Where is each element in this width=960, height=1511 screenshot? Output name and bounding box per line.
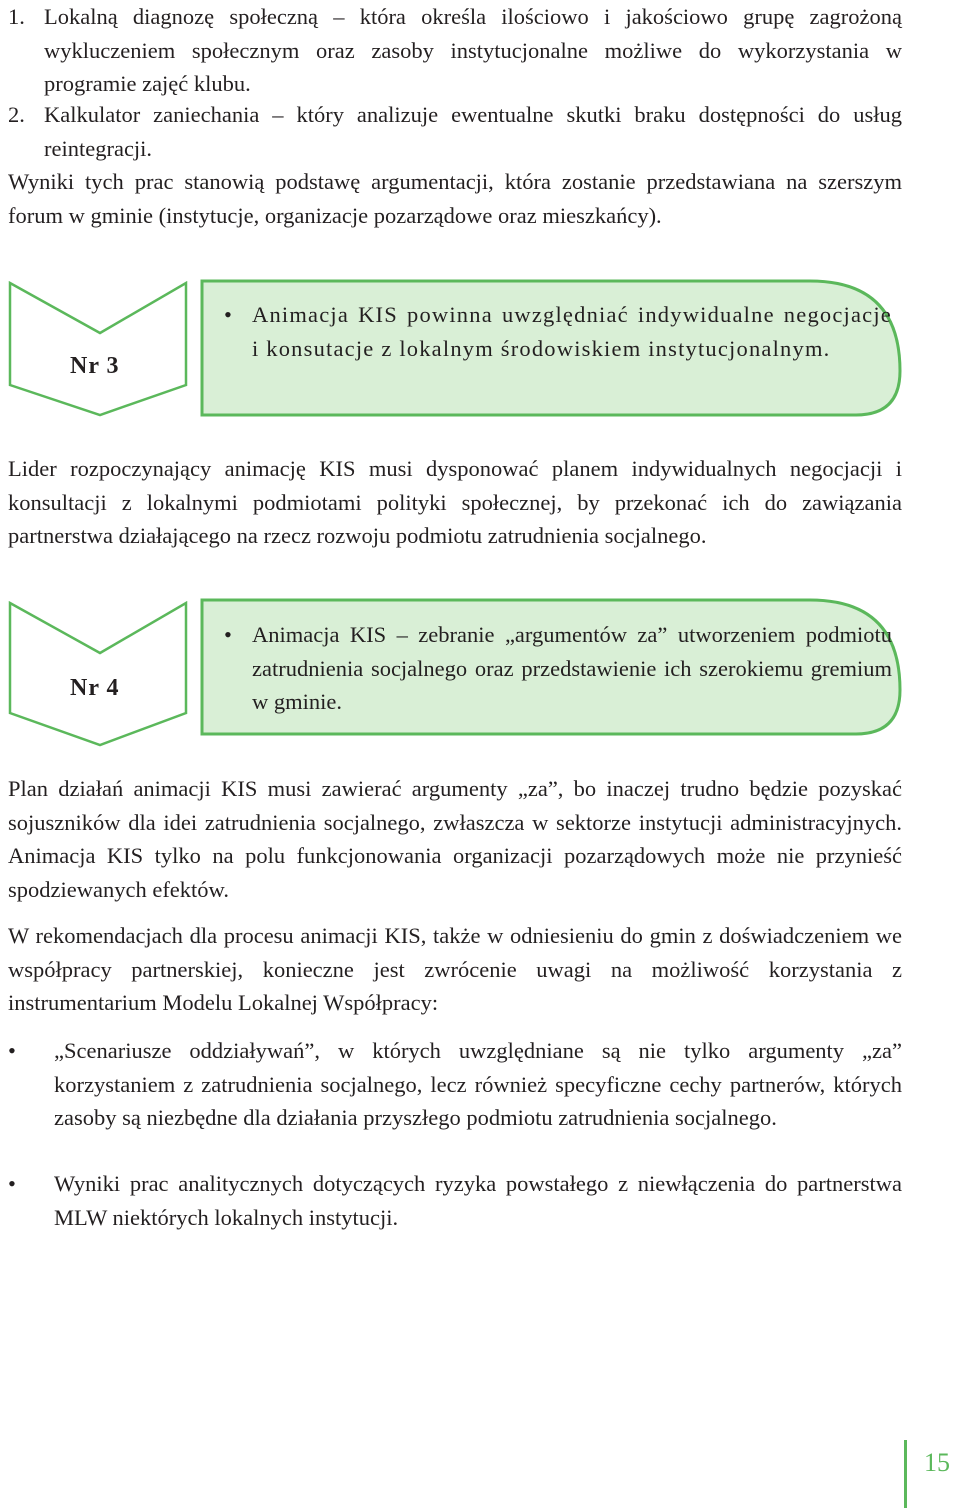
box-number-label: Nr 4 — [70, 675, 120, 701]
page-number-rule — [904, 1440, 907, 1508]
list-number: 2. — [8, 102, 25, 127]
list-item-text: Lokalną diagnozę społeczną – która określa ilościowo i jakościowo grupę zagrożoną wykluczeniem społecznym oraz zasoby instytucjonalne możliwe do wykorzystania w programie zajęć klubu. — [44, 4, 902, 96]
bullet-icon: • — [8, 1038, 16, 1063]
page-number: 15 — [924, 1448, 950, 1477]
callout-text-nr4: Animacja KIS – zebranie „argumentów za” utworzeniem podmiotu zatrudnienia socjalnego oraz przedstawienie ich szerokiemu gremium w gminie. — [252, 622, 892, 714]
bullet-icon: • — [224, 302, 232, 327]
list-item — [8, 0, 902, 101]
paragraph-plan: Plan działań animacji KIS musi zawierać argumenty „za”, bo inaczej trudno będzie pozyskać sojuszników dla idei zatrudnienia socjalnego, zwłaszcza w sektorze instytucji administracyjnych. Animacja KIS tylko na polu funkcjonowania organizacji pozarządowych może nie przynieść spodziewanych efektów. — [8, 776, 902, 902]
bullet-icon: • — [224, 622, 232, 647]
list-item-text: Kalkulator zaniechania – który analizuje ewentualne skutki braku dostępności do usług reintegracji. — [44, 102, 902, 161]
list-item-text: „Scenariusze oddziaływań”, w których uwzględniane są nie tylko argumenty „za” korzystaniem z zatrudnienia socjalnego, lecz również specyficzne cechy partnerów, których zasoby są niezbędne dla działania przyszłego podmiotu zatrudnienia socjalnego. — [54, 1038, 902, 1130]
paragraph-leader: Lider rozpoczynający animację KIS musi dysponować planem indywidualnych negocjacji i konsultacji z lokalnymi podmiotami polityki społecznej, by przekonać ich do zawiązania partnerstwa działającego na rzecz rozwoju podmiotu zatrudnienia socjalnego. — [8, 456, 902, 548]
list-number: 1. — [8, 4, 25, 29]
box-number-label: Nr 3 — [70, 353, 120, 379]
list-item — [8, 1167, 902, 1234]
list-item-text: Wyniki prac analitycznych dotyczących ryzyka powstałego z niewłączenia do partnerstwa MLW niektórych lokalnych instytucji. — [54, 1171, 902, 1230]
chevron-marker-nr3 — [8, 281, 188, 417]
list-item — [8, 1034, 902, 1135]
list-item — [8, 98, 902, 165]
callout-text-nr3: Animacja KIS powinna uwzględniać indywidualne negocjacje i konsutacje z lokalnym środowiskiem instytucjonalnym. — [252, 302, 892, 361]
bullet-icon: • — [8, 1171, 16, 1196]
chevron-marker-nr4 — [8, 601, 188, 747]
chevron-shape — [8, 601, 188, 747]
paragraph-results: Wyniki tych prac stanowią podstawę argumentacji, która zostanie przedstawiana na szerszym forum w gminie (instytucje, organizacje pozarządowe oraz mieszkańcy). — [8, 169, 902, 228]
paragraph-recommend: W rekomendacjach dla procesu animacji KIS, także w odniesieniu do gmin z doświadczeniem we współpracy partnerskiej, konieczne jest zwrócenie uwagi na możliwość korzystania z instrumentarium Modelu Lokalnej Współpracy: — [8, 923, 902, 1015]
chevron-shape — [8, 281, 188, 417]
